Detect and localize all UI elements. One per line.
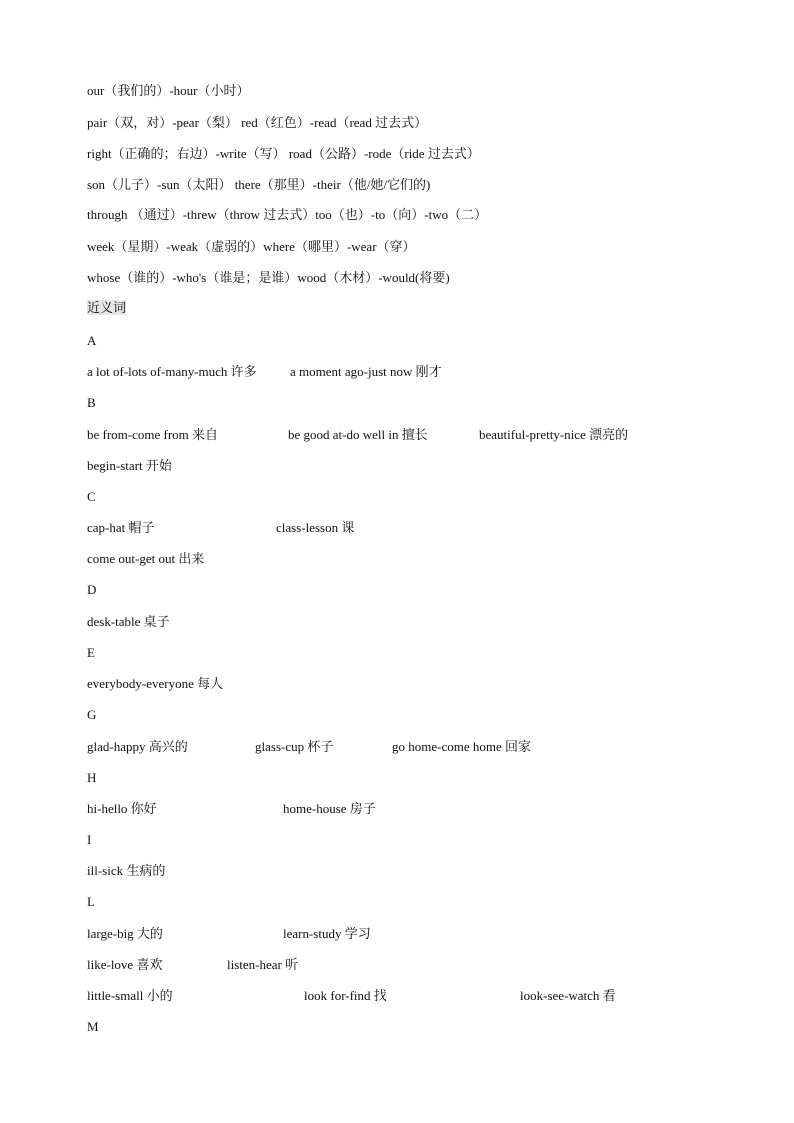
- synonym-entry: beautiful-pretty-nice 漂亮的: [479, 427, 629, 442]
- synonym-entry: hi-hello 你好: [87, 801, 157, 816]
- homophone-line: whose（谁的）-who's（谁是；是谁）wood（木材）-would(将要): [87, 270, 450, 285]
- synonym-entry: desk-table 桌子: [87, 614, 170, 629]
- section-heading: [87, 298, 126, 318]
- homophone-line: pair（双，对）-pear（梨） red（红色）-read（read 过去式）: [87, 115, 428, 130]
- homophone-line: son（儿子）-sun（太阳） there（那里）-their（他/她/它们的): [87, 177, 431, 192]
- letter-heading: I: [87, 832, 92, 847]
- synonym-row: [87, 612, 170, 632]
- synonym-entry: learn-study 学习: [283, 926, 371, 941]
- letter-heading: C: [87, 489, 96, 504]
- letter-heading: M: [87, 1019, 99, 1034]
- letter-heading: D: [87, 582, 97, 597]
- synonym-entry: be from-come from 来自: [87, 427, 219, 442]
- synonym-entry: glad-happy 高兴的: [87, 739, 188, 754]
- synonym-entry: like-love 喜欢: [87, 957, 163, 972]
- letter-heading: L: [87, 894, 95, 909]
- synonym-entry: cap-hat 帽子: [87, 520, 155, 535]
- synonym-entry: come out-get out 出来: [87, 551, 205, 566]
- synonym-entry: listen-hear 听: [227, 957, 299, 972]
- letter-heading: E: [87, 645, 95, 660]
- synonym-row: [87, 425, 737, 445]
- letter-heading: G: [87, 707, 97, 722]
- synonym-row: [87, 955, 737, 975]
- synonym-entry: be good at-do well in 擅长: [288, 427, 428, 442]
- synonyms-heading: 近义词: [87, 300, 127, 315]
- synonym-entry: ill-sick 生病的: [87, 863, 166, 878]
- synonym-entry: everybody-everyone 每人: [87, 676, 224, 691]
- synonym-entry: little-small 小的: [87, 988, 173, 1003]
- synonym-entry: a lot of-lots of-many-much 许多: [87, 364, 257, 379]
- homophone-line: right（正确的；右边）-write（写） road（公路）-rode（ride 过去式）: [87, 146, 480, 161]
- synonym-row: [87, 549, 204, 569]
- synonym-row: [87, 986, 737, 1006]
- letter-heading: H: [87, 770, 97, 785]
- homophone-line: our（我们的）-hour（小时）: [87, 83, 250, 98]
- synonym-entry: large-big 大的: [87, 926, 163, 941]
- homophone-line: week（星期）-weak（虚弱的）where（哪里）-wear（穿）: [87, 239, 416, 254]
- synonym-row: [87, 737, 737, 757]
- synonym-entry: begin-start 开始: [87, 458, 172, 473]
- synonym-entry: home-house 房子: [283, 801, 376, 816]
- synonym-entry: a moment ago-just now 刚才: [290, 364, 442, 379]
- synonym-entry: glass-cup 杯子: [255, 739, 334, 754]
- synonym-row: [87, 456, 172, 476]
- synonym-entry: class-lesson 课: [276, 520, 355, 535]
- letter-heading: B: [87, 395, 96, 410]
- synonym-entry: look for-find 找: [304, 988, 387, 1003]
- synonym-row: [87, 518, 737, 538]
- homophone-line: through （通过）-threw（throw 过去式）too（也）-to（向）-two（二）: [87, 207, 488, 222]
- synonym-row: [87, 924, 737, 944]
- synonym-row: [87, 861, 165, 881]
- synonym-entry: go home-come home 回家: [392, 739, 531, 754]
- synonym-row: [87, 362, 737, 382]
- synonym-entry: look-see-watch 看: [520, 988, 616, 1003]
- synonym-row: [87, 674, 223, 694]
- letter-heading: A: [87, 333, 97, 348]
- synonym-row: [87, 799, 737, 819]
